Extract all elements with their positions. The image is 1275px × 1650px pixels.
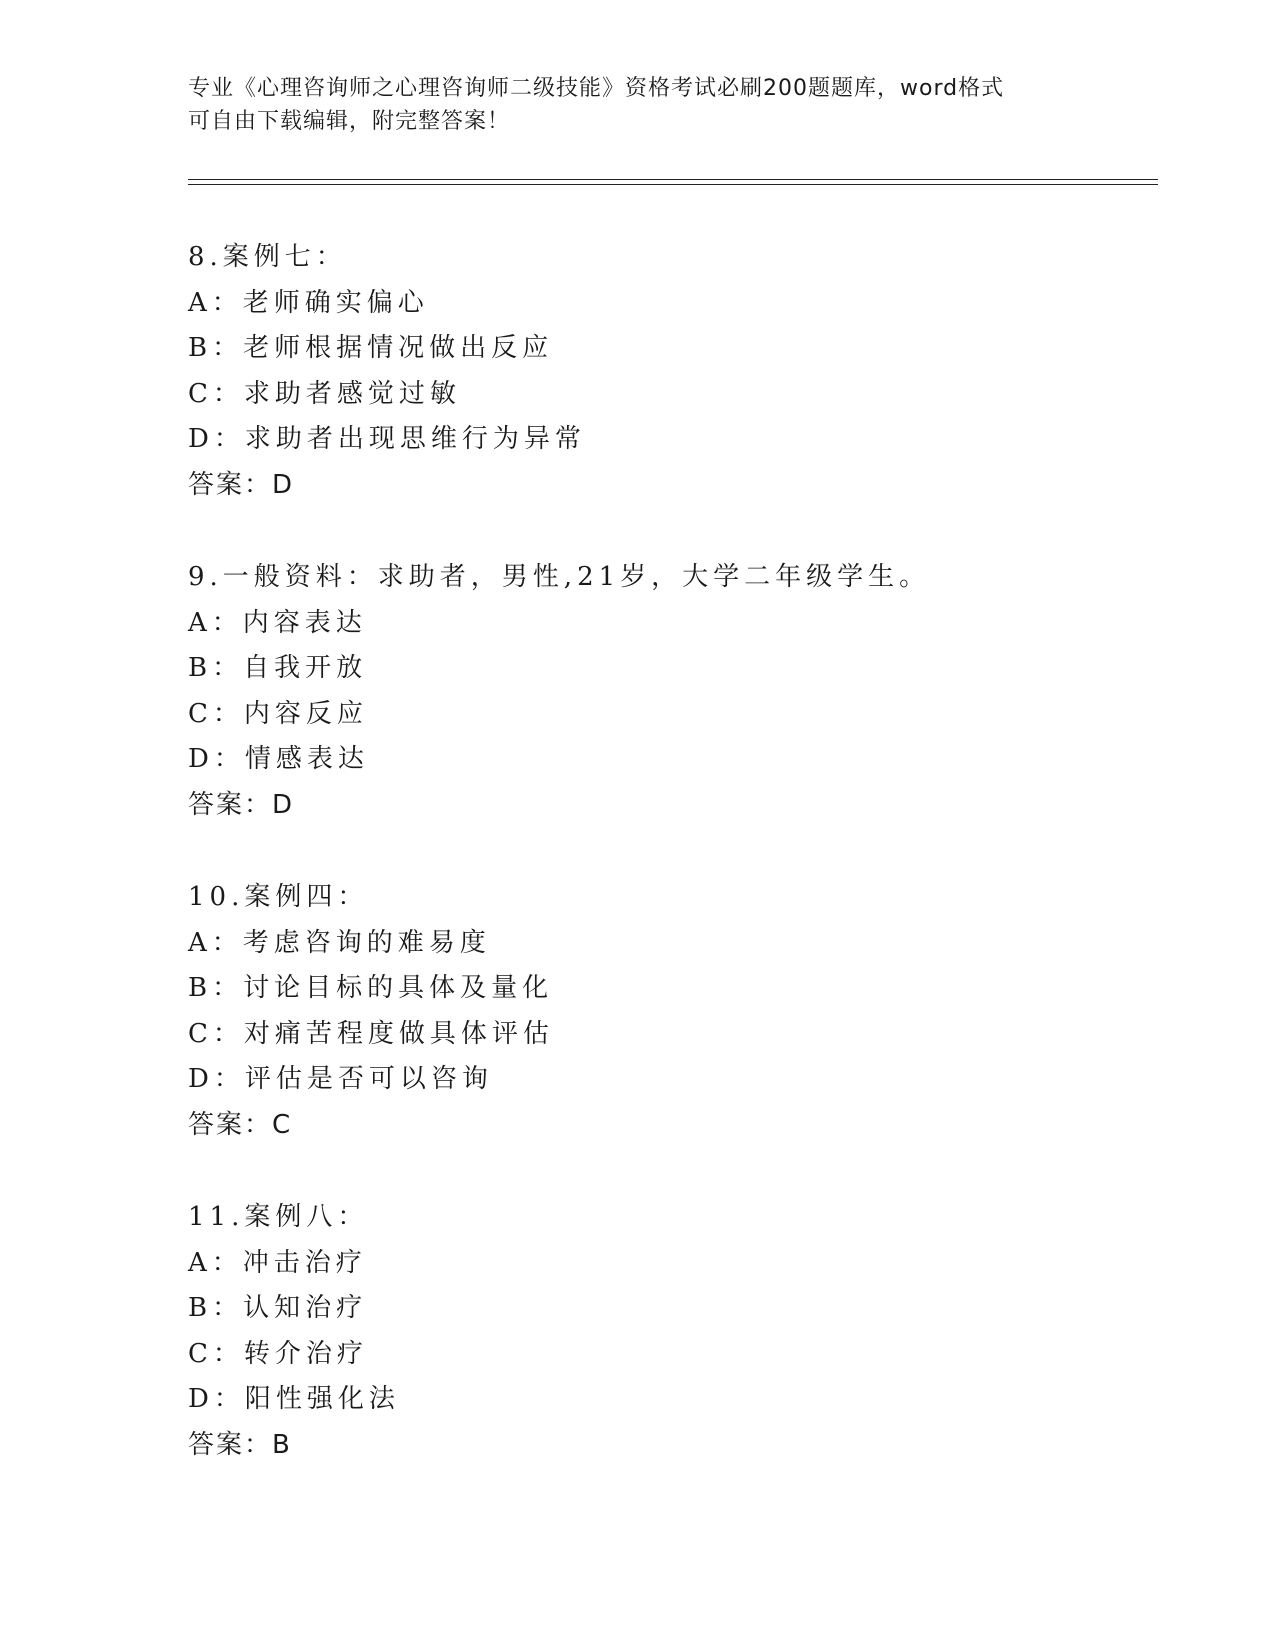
option-a: A：老师确实偏心 [188,287,429,318]
question-item [188,1195,1148,1515]
option-a: A：考虑咨询的难易度 [188,927,491,958]
option-d: D：求助者出现思维行为异常 [188,424,586,455]
question-stem: 9.一般资料：求助者，男性,21岁，大学二年级学生。 [188,562,931,592]
question-item [188,235,1148,555]
question-stem: 11.案例八： [188,1202,369,1232]
answer-key: 答案：D [188,469,295,500]
option-a: A：冲击治疗 [188,1247,367,1278]
answer-key: 答案：C [188,1109,293,1140]
question-item [188,555,1148,875]
answer-key: 答案：B [188,1429,292,1460]
header-divider-top [188,179,1158,180]
option-b: B：认知治疗 [188,1293,368,1324]
option-b: B：讨论目标的具体及量化 [188,973,554,1004]
question-stem: 8.案例七： [188,242,347,272]
question-list [188,235,1148,1515]
option-c: C：对痛苦程度做具体评估 [188,1018,554,1049]
option-c: C：求助者感觉过敏 [188,378,461,409]
option-a: A：内容表达 [188,607,367,638]
question-item [188,875,1148,1195]
option-b: B：自我开放 [188,653,368,684]
header-title-line-2: 可自由下载编辑，附完整答案！ [188,109,511,134]
question-stem: 10.案例四： [188,882,369,912]
option-c: C：转介治疗 [188,1338,368,1369]
option-d: D：阳性强化法 [188,1384,400,1415]
option-d: D：评估是否可以咨询 [188,1064,493,1095]
option-c: C：内容反应 [188,698,368,729]
header-divider-bottom [188,184,1158,185]
header-title-line-1: 专业《心理咨询师之心理咨询师二级技能》资格考试必刷200题题库，word格式 [188,76,1005,101]
document-header [188,72,1088,138]
option-d: D：情感表达 [188,744,369,775]
answer-key: 答案：D [188,789,295,820]
option-b: B：老师根据情况做出反应 [188,333,554,364]
